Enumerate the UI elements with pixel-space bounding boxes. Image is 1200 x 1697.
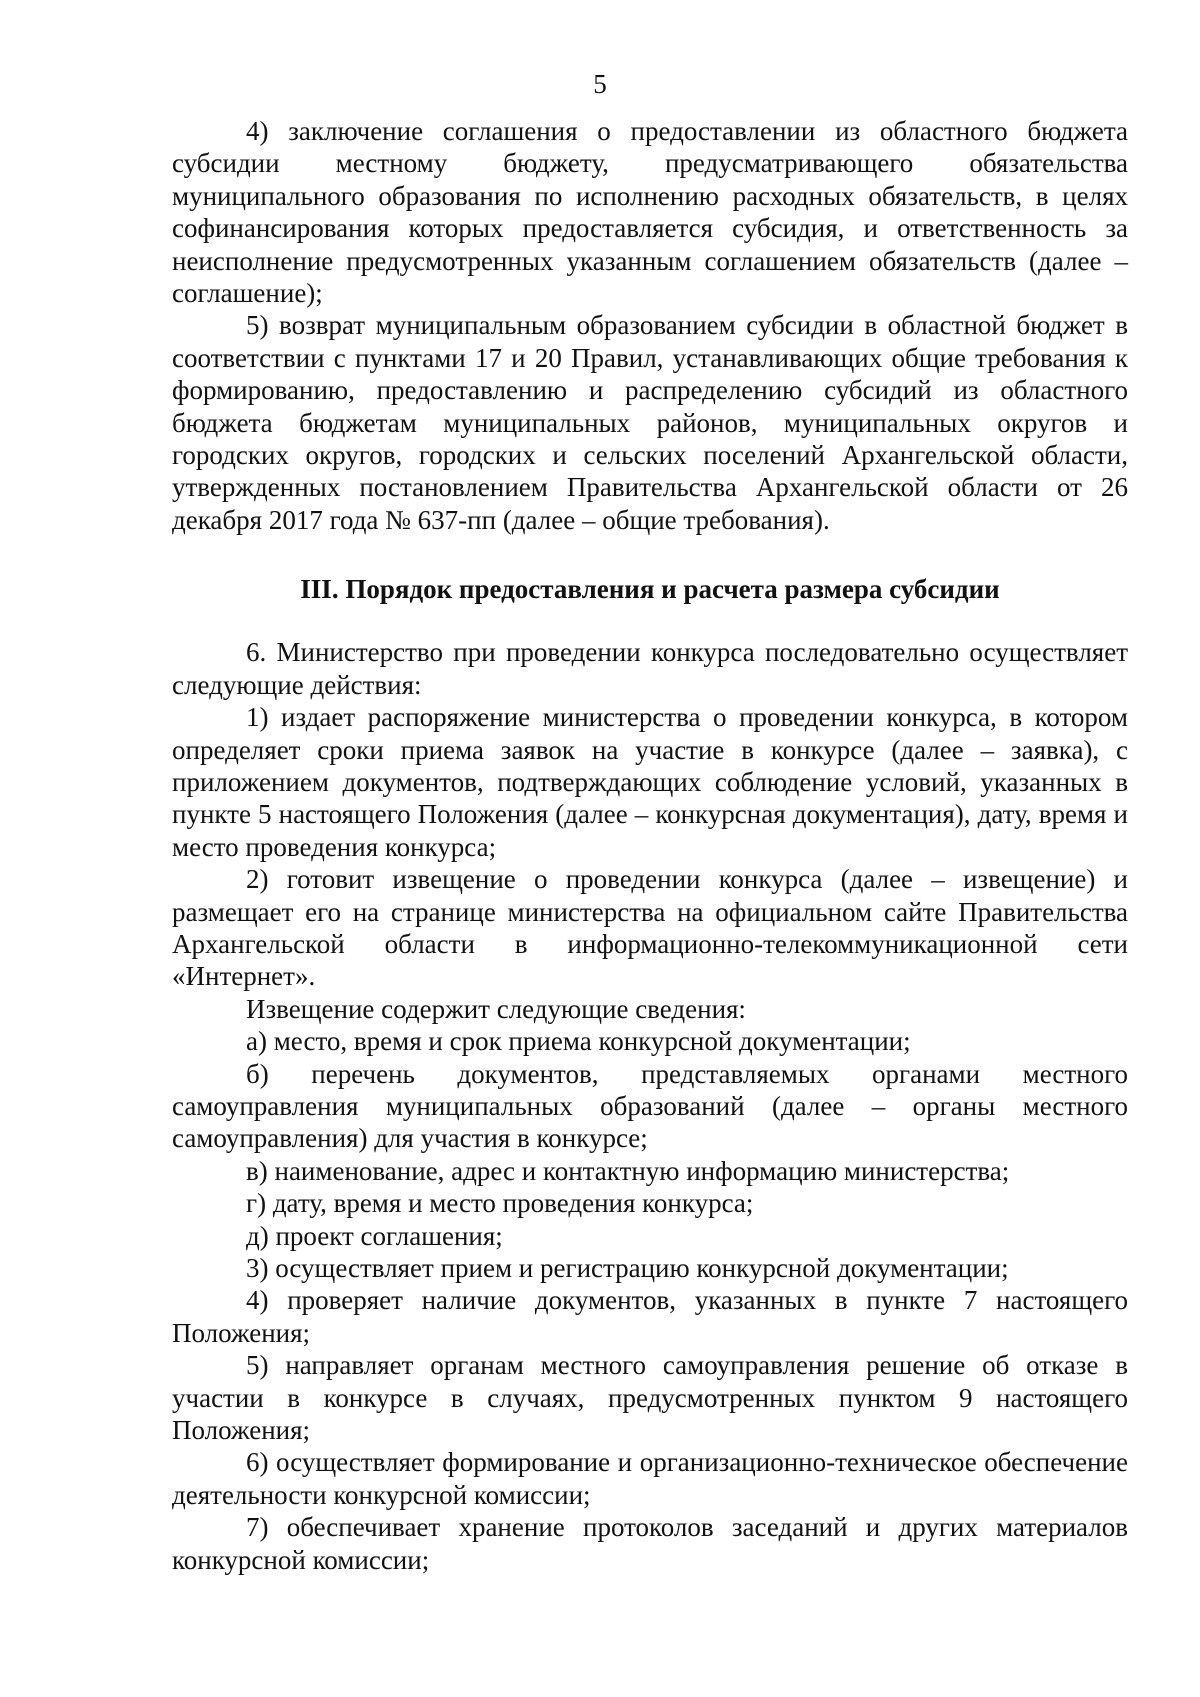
paragraph-notice-a: а) место, время и срок приема конкурсной документации; bbox=[246, 1026, 911, 1057]
paragraph-action-7: 7) обеспечивает хранение протоколов заседаний и других материалов конкурсной комиссии; bbox=[172, 1512, 1128, 1575]
paragraph-notice-g: г) дату, время и место проведения конкурса; bbox=[246, 1188, 754, 1219]
document-body bbox=[172, 115, 1128, 1576]
paragraph-item-4: 4) заключение соглашения о предоставлении из областного бюджета субсидии местному бюджету, предусматривающего обязательства муниципального образования по исполнению расходных обязательств, в целях софинансирования которых предоставляется субсидия, и ответственность за неисполнение предусмотренных указанным соглашением обязательств (далее – соглашение); bbox=[172, 116, 1128, 309]
paragraph-action-4: 4) проверяет наличие документов, указанных в пункте 7 настоящего Положения; bbox=[172, 1285, 1128, 1348]
paragraph-item-5: 5) возврат муниципальным образованием субсидии в областной бюджет в соответствии с пунктами 17 и 20 Правил, устанавливающих общие требования к формированию, предоставлению и распределению субсидий из областного бюджета бюджетам муниципальных районов, муниципальных округов и городских округов, городских и сельских поселений Архангельской области, утвержденных постановлением Правительства Архангельской области от 26 декабря 2017 года № 637-пп (далее – общие требования). bbox=[172, 310, 1128, 535]
paragraph-action-5: 5) направляет органам местного самоуправления решение об отказе в участии в конкурсе в случаях, предусмотренных пунктом 9 настоящего Положения; bbox=[172, 1350, 1128, 1446]
paragraph-action-1: 1) издает распоряжение министерства о проведении конкурса, в котором определяет сроки приема заявок на участие в конкурсе (далее – заявка), с приложением документов, подтверждающих соблюдение условий, указанных в пункте 5 настоящего Положения (далее – конкурсная документация), дату, время и место проведения конкурса; bbox=[172, 702, 1128, 862]
paragraph-notice-d: д) проект соглашения; bbox=[246, 1220, 503, 1251]
paragraph-action-6: 6) осуществляет формирование и организационно-техническое обеспечение деятельности конкурсной комиссии; bbox=[172, 1447, 1128, 1510]
section-heading: III. Порядок предоставления и расчета размера субсидии bbox=[300, 574, 1000, 605]
paragraph-notice-v: в) наименование, адрес и контактную информацию министерства; bbox=[246, 1155, 1010, 1186]
page-number: 5 bbox=[593, 69, 607, 99]
paragraph-notice-b: б) перечень документов, представляемых органами местного самоуправления муниципальных образований (далее – органы местного самоуправления) для участия в конкурсе; bbox=[172, 1058, 1128, 1154]
paragraph-action-2: 2) готовит извещение о проведении конкурса (далее – извещение) и размещает его на странице министерства на официальном сайте Правительства Архангельской области в информационно-телекоммуникационной сети «Интернет». bbox=[172, 864, 1128, 992]
paragraph-notice-intro: Извещение содержит следующие сведения: bbox=[246, 993, 746, 1024]
paragraph-action-3: 3) осуществляет прием и регистрацию конкурсной документации; bbox=[246, 1253, 1009, 1283]
paragraph-clause-6: 6. Министерство при проведении конкурса последовательно осуществляет следующие действия: bbox=[172, 637, 1128, 700]
